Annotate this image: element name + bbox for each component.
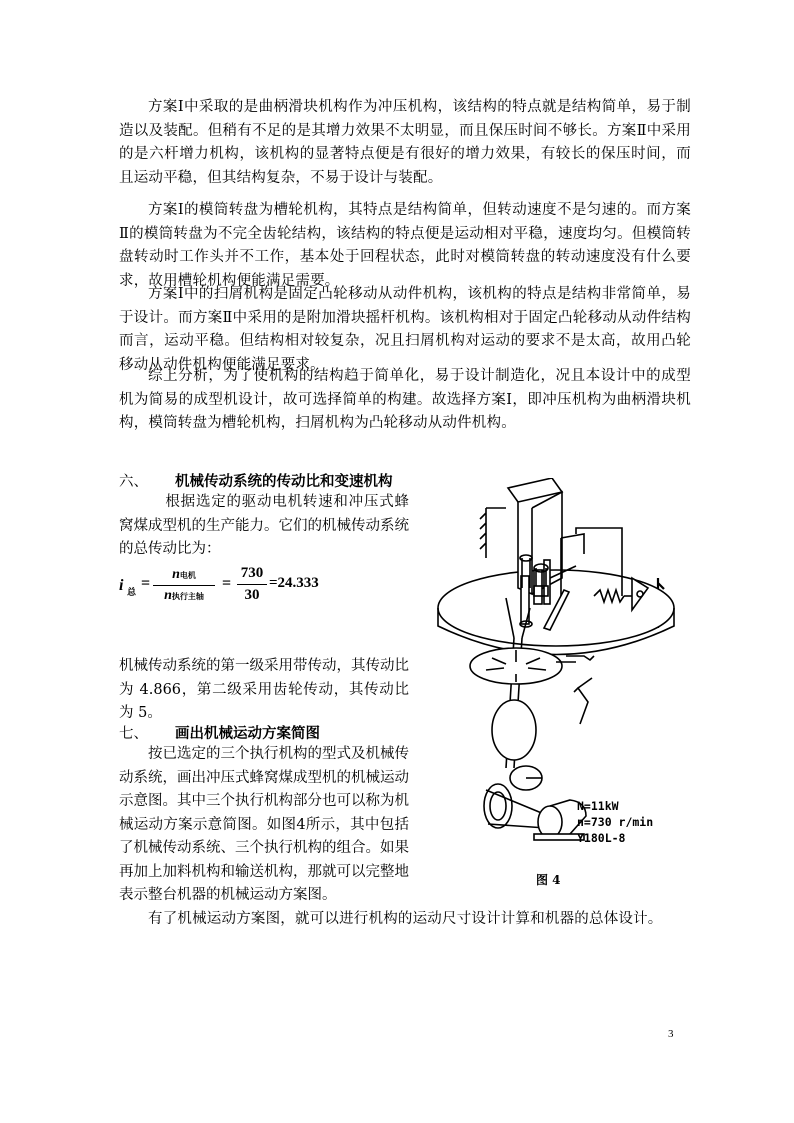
section-6-title: 机械传动系统的传动比和变速机构 (175, 473, 393, 490)
figure-caption: 图 4 (536, 873, 561, 887)
formula-eq-1: = (141, 575, 151, 592)
page-number: 3 (668, 1028, 674, 1040)
paragraph-2: 方案Ⅰ的模筒转盘为槽轮机构，其特点是结构简单，但转动速度不是匀速的。而方案Ⅱ的模筒转盘为不完全齿轮结构，该结构的特点便是运动相对平稳，速度均匀。但模筒转盘转动时工作头并不工作，基本处于回程状态，此时对模筒转盘的转动速度没有什么要求，故用槽轮机构便能满足需要。 (119, 202, 691, 289)
formula-result: =24.333 (269, 575, 319, 591)
gear-ratio-formula (119, 563, 419, 613)
formula-frac-den: 30 (244, 587, 260, 603)
formula-frac-num: 730 (240, 565, 264, 581)
motor-spec-speed: n=730 r/min (577, 815, 654, 829)
formula-number-fraction (237, 565, 267, 604)
formula-n-num-sub: 电机 (179, 571, 196, 580)
formula-n-den-sub: 执行主轴 (171, 592, 204, 601)
final-paragraph: 有了机械运动方案图，就可以进行机构的运动尺寸设计计算和机器的总体设计。 (148, 911, 663, 927)
formula-n-den: n (164, 588, 172, 603)
section-6-number: 六、 (119, 474, 148, 490)
paragraph-4: 综上分析，为了使机构的结构趋于简单化，易于设计制造化，况且本设计中的成型机为简易的成型机设计，故可选择简单的构建。故选择方案Ⅰ，即冲压机构为曲柄滑块机构，模筒转盘为槽轮机构，扫屑机构为凸轮移动从动件机构。 (119, 368, 691, 431)
section-7-heading (119, 722, 320, 743)
formula-i-sub: 总 (127, 587, 137, 597)
formula-eq-2: = (222, 575, 232, 592)
formula-i: i (119, 577, 124, 594)
formula-n-num: n (172, 567, 180, 582)
motor-spec-power: N=11kW (577, 799, 619, 813)
section-7-title: 画出机械运动方案简图 (175, 725, 320, 742)
paragraph-1: 方案Ⅰ中采取的是曲柄滑块机构作为冲压机构，该结构的特点就是结构简单，易于制造以及装配。但稍有不足的是其增力效果不太明显，而且保压时间不够长。方案Ⅱ中采用的是六杆增力机构，该机构的显著特点便是有很好的增力效果，有较长的保压时间，而且运动平稳，但其结构复杂，不易于设计与装配。 (119, 99, 691, 186)
section-6-intro: 根据选定的驱动电机转速和冲压式蜂窝煤成型机的生产能力。它们的机械传动系统的总传动比为： (119, 494, 409, 557)
section-6-heading (119, 470, 393, 491)
section-7-number: 七、 (119, 726, 148, 742)
section-6-text: 机械传动系统的第一级采用带传动，其传动比为 4.866，第二级采用齿轮传动，其传动比为 5。 (119, 658, 409, 721)
motor-spec-model: Y180L-8 (577, 831, 626, 845)
paragraph-3: 方案Ⅰ中的扫屑机构是固定凸轮移动从动件机构，该机构的特点是结构非常简单，易于设计。而方案Ⅱ中采用的是附加滑块摇杆机构。该机构相对于固定凸轮移动从动件结构而言，运动平稳。但结构相对较复杂，况且扫屑机构对运动的要求不是太高，故用凸轮移动从动件机构便能满足要求。 (119, 286, 691, 373)
section-7-text: 按已选定的三个执行机构的型式及机械传动系统，画出冲压式蜂窝煤成型机的机械运动示意图。其中三个执行机构部分也可以称为机械运动方案示意简图。如图4所示，其中包括了机械传动系统、三个执行机构的组合。如果再加上加料机构和输送机构，那就可以完整地表示整台机器的机械运动方案图。 (119, 746, 409, 903)
motor-specs (577, 798, 653, 846)
formula-speed-fraction (153, 567, 215, 604)
